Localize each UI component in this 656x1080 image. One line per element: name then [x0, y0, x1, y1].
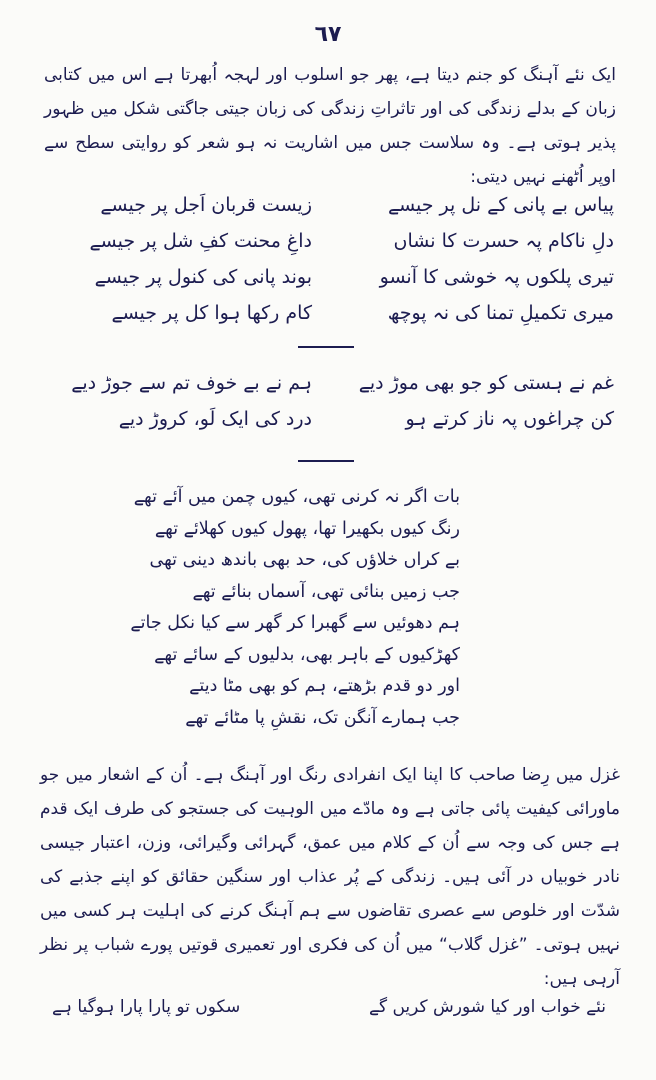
ghazal-line: بے کراں خلاؤں کی، حد بھی باندھ دینی تھی — [149, 550, 460, 570]
ghazal-line: بات اگر نہ کرنی تھی، کیوں چمن میں آئے تھے — [133, 487, 460, 507]
couplet-line-right: غم نے ہستی کو جو بھی موڑ دیے — [358, 372, 614, 394]
page-number: ٦٧ — [314, 22, 342, 47]
ghazal-line: اور دو قدم بڑھتے، ہم کو بھی مٹا دیتے — [189, 676, 460, 696]
couplet-line-left: زیست قربان اَجل پر جیسے — [100, 194, 312, 216]
couplet-line-right: تیری پلکوں پہ خوشی کا آنسو — [379, 266, 614, 288]
ghazal-line: رنگ کیوں بکھیرا تھا، پھول کیوں کھلائے تھے — [154, 518, 460, 539]
final-couplet-right: نئے خواب اور کیا شورش کریں گے — [369, 997, 606, 1017]
section-divider — [298, 460, 354, 462]
couplet-line-left: بوند پانی کی کنول پر جیسے — [94, 266, 312, 288]
closing-paragraph: غزل میں رِضا صاحب کا اپنا ایک انفرادی رنگ اور آہنگ ہے۔ اُن کے اشعار میں جو ماورائی کیفیت پائی جاتی ہے وہ مادّے میں الوہیت کی جستجو کی طرف ایک قدم ہے جس کی وجہ سے اُن کے کلام میں عمق، گہرائی وگیرائی، وزن، اعتبار جیسی نادر خوبیاں در آئی ہیں۔ زندگی کے پُر عذاب اور سنگین حقائق کو اپنے جذبے کی شدّت اور خلوص سے عصری تقاضوں سے ہم آہنگ کرنے کی اہلیت ہر کسی میں نہیں ہوتی۔ ”غزل گلاب“ میں اُن کی فکری اور تعمیری قوتیں پورے شباب پر نظر آرہی ہیں: — [40, 765, 620, 989]
ghazal-line: ہم دھوئیں سے گھبرا کر گھر سے کیا نکل جاتے — [130, 613, 460, 633]
couplet-line-right: میری تکمیلِ تمنا کی نہ پوچھ — [387, 302, 614, 324]
couplet-line-right: کن چراغوں پہ ناز کرتے ہو — [405, 408, 614, 430]
couplet-line-right: دلِ ناکام پہ حسرت کا نشاں — [393, 230, 614, 252]
intro-paragraph: ایک نئے آہنگ کو جنم دیتا ہے، پھر جو اسلوب اور لہجہ اُبھرتا ہے اس میں کتابی زبان کے بدلے زندگی کی اور تاثراتِ زندگی کی زبان جیتی جاگتی شکل میں ظہور پذیر ہوتی ہے۔ وہ سلاست جس میں اشاریت نہ ہو شعر کو روایتی سطح سے اوپر اُٹھنے نہیں دیتی: — [44, 65, 616, 187]
couplet-line-left: درد کی ایک لَو، کروڑ دیے — [118, 408, 312, 430]
ghazal-block — [130, 482, 460, 734]
couplet-line-left: ہم نے بے خوف تم سے جوڑ دیے — [71, 372, 312, 394]
ghazal-line: جب زمیں بنائی تھی، آسماں بنائے تھے — [192, 581, 460, 602]
ghazal-line: کھڑکیوں کے باہر بھی، بدلیوں کے سائے تھے — [154, 644, 460, 665]
couplet-line-left: داغِ محنت کفِ شل پر جیسے — [89, 230, 312, 252]
ghazal-line: جب ہمارے آنگن تک، نقشِ پا مٹائے تھے — [185, 707, 460, 728]
couplet-line-left: کام رکھا ہوا کل پر جیسے — [111, 302, 312, 324]
section-divider — [298, 346, 354, 348]
couplet-line-right: پیاس بے پانی کے نل پر جیسے — [387, 194, 614, 216]
final-couplet-left: سکوں تو پارا پارا ہوگیا ہے — [52, 997, 241, 1017]
